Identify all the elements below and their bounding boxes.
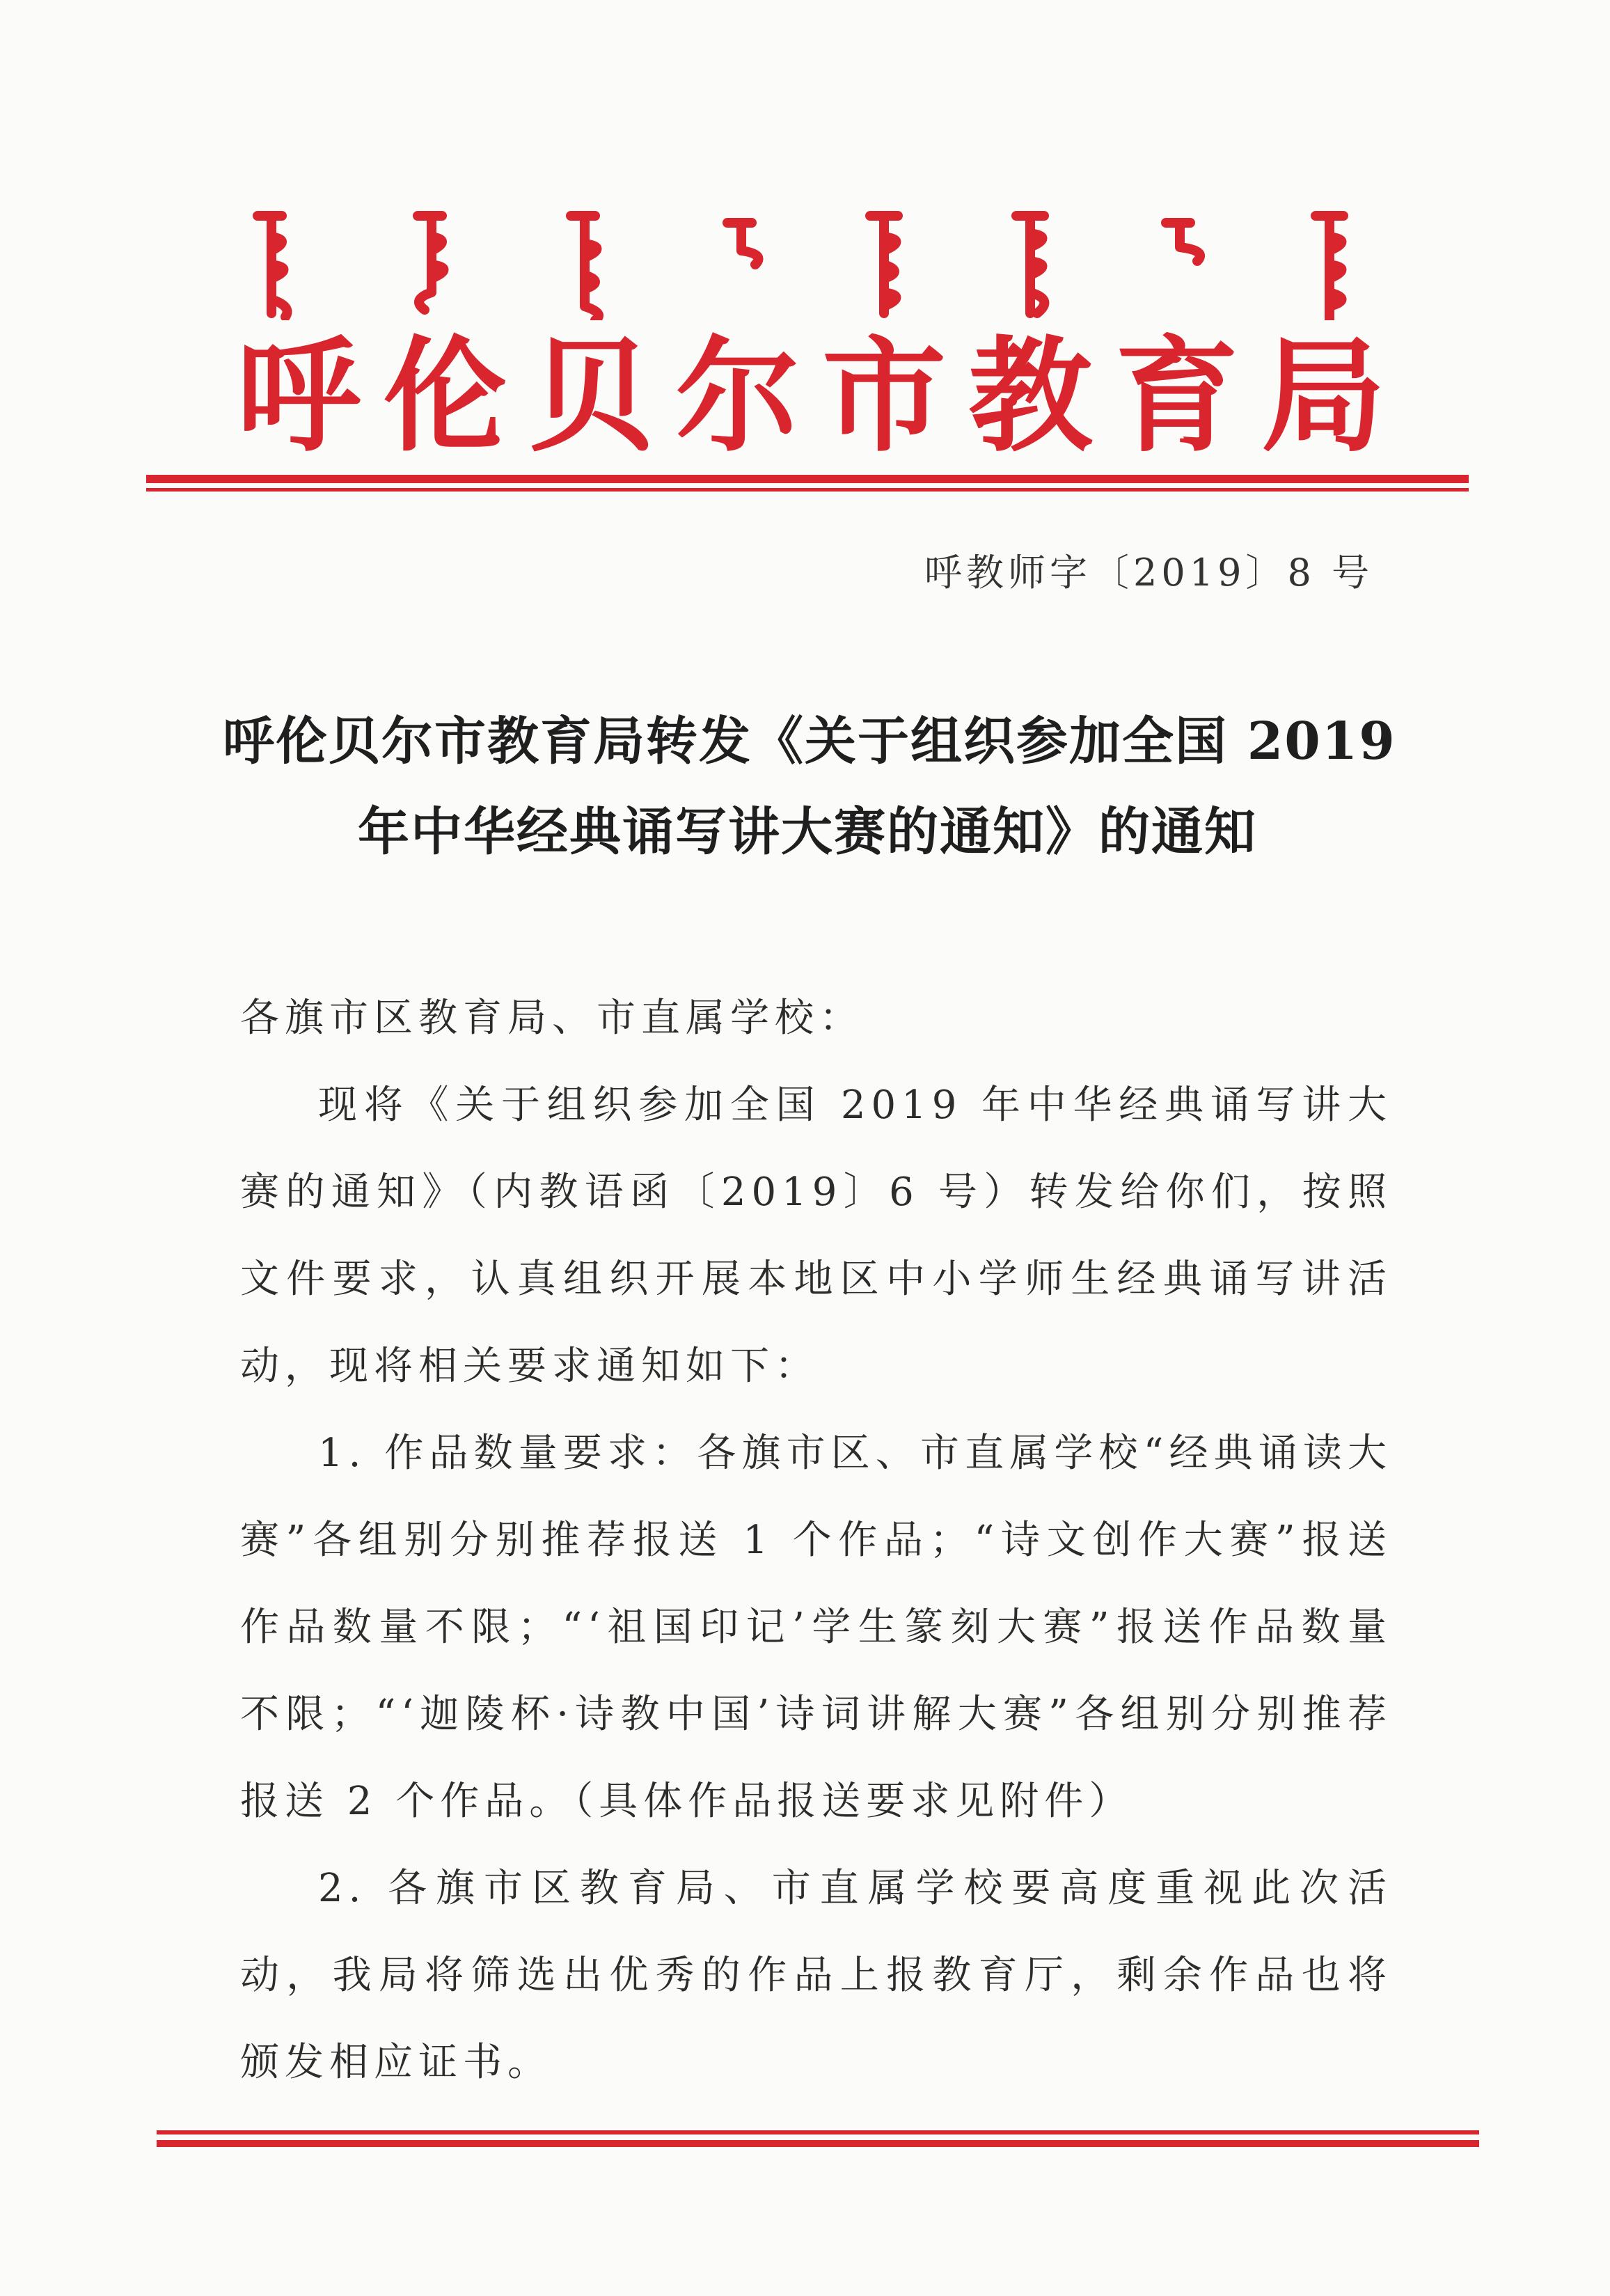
- footer-red-rule: [157, 2130, 1479, 2153]
- document-title: [223, 696, 1396, 877]
- mongolian-script-heading: [230, 202, 1385, 320]
- paragraph-item-2: 2. 各旗市区教育局、市直属学校要高度重视此次活动，我局将筛选出优秀的作品上报教育厅，剩余作品也将颁发相应证书。: [240, 1866, 1392, 2085]
- rule-thick-line: [157, 2140, 1479, 2147]
- rule-thick-line: [146, 475, 1469, 483]
- letterhead-red-rule: [146, 475, 1469, 494]
- org-name-char: 贝: [529, 324, 654, 469]
- salutation: 各旗市区教育局、市直属学校：: [240, 996, 864, 1041]
- org-name-char: 育: [1114, 324, 1239, 469]
- organization-name: [237, 317, 1385, 477]
- title-line-1: 呼伦贝尔市教育局转发《关于组织参加全国 2019: [223, 711, 1396, 771]
- paragraph-item-1: 1. 作品数量要求：各旗市区、市直属学校“经典诵读大赛”各组别分别推荐报送 1 个作品；“诗文创作大赛”报送作品数量不限；“‘祖国印记’学生篆刻大赛”报送作品数量不限；“‘迦陵杯·诗教中国’诗词讲解大赛”各组别分别推荐报送 2 个作品。（具体作品报送要求见附件）: [240, 1431, 1392, 1824]
- org-name-char: 呼: [237, 324, 361, 469]
- document-number: 呼教师字〔2019〕8 号: [924, 551, 1373, 595]
- document-body: [240, 975, 1392, 2106]
- title-line-2: 年中华经典诵写讲大赛的通知》的通知: [358, 802, 1257, 862]
- rule-thin-line: [157, 2130, 1479, 2134]
- org-name-char: 教: [968, 324, 1093, 469]
- org-name-char: 尔: [675, 324, 800, 469]
- org-name-char: 市: [822, 324, 947, 469]
- org-name-char: 局: [1261, 324, 1385, 469]
- rule-thin-line: [146, 488, 1469, 492]
- org-name-char: 伦: [383, 324, 507, 469]
- paragraph-intro: 现将《关于组织参加全国 2019 年中华经典诵写讲大赛的通知》（内教语函〔2019〕6 号）转发给你们，按照文件要求，认真组织开展本地区中小学师生经典诵写讲活动，现将相关要求通知如下：: [240, 1083, 1392, 1389]
